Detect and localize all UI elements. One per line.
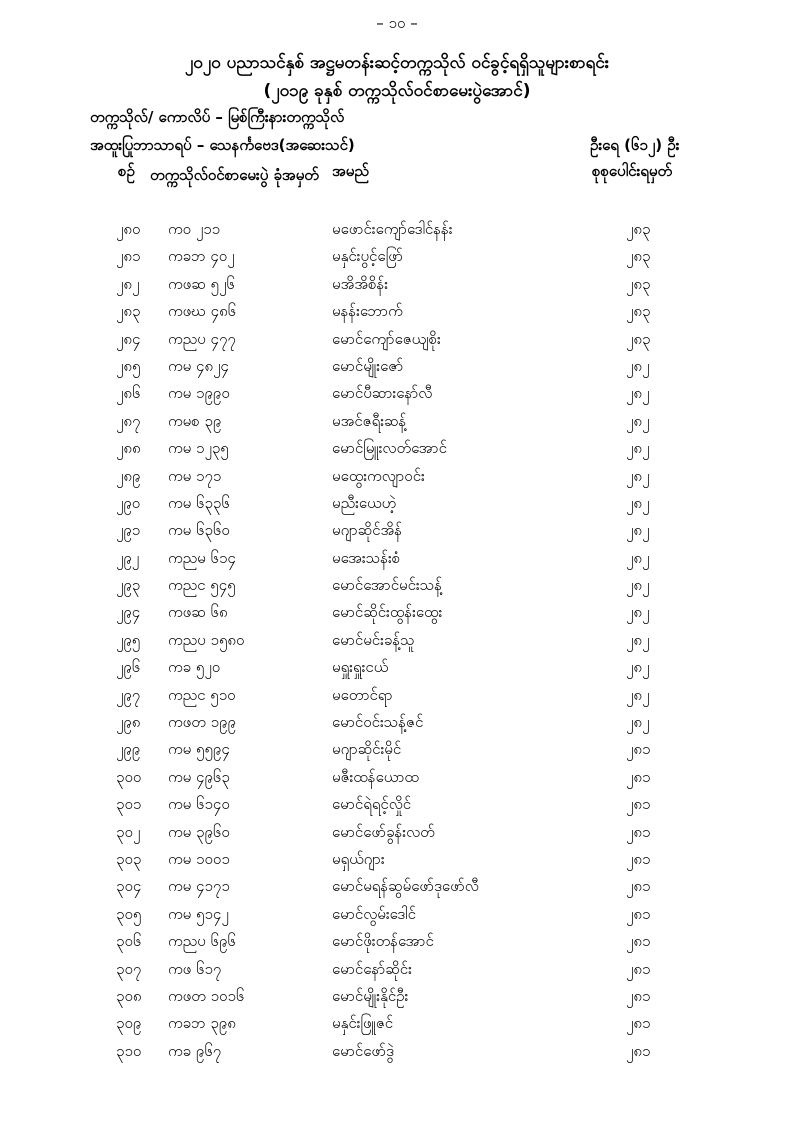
row-number: ၂၈၉ — [116, 466, 141, 485]
student-name: မအိအိစိန်း — [332, 274, 389, 293]
column-header-roll: တက္ကသိုလ်ဝင်စာမေးပွဲ ခုံအမှတ် — [150, 166, 319, 184]
table-row — [0, 958, 794, 985]
table-row — [0, 218, 794, 245]
student-name: မရှူးရှူးငယ် — [332, 658, 389, 677]
roll-number: ကညင ၅၁၀ — [168, 685, 236, 704]
row-number: ၂၉၄ — [116, 603, 141, 622]
column-header-no: စဉ် — [118, 162, 135, 180]
table-row — [0, 410, 794, 437]
student-name: မနှင်းပွင့်ဖြော် — [332, 247, 404, 266]
student-name: မောင်ပီဆားနော်လီ — [332, 384, 433, 403]
total-marks: ၂၈၁ — [626, 904, 651, 923]
roll-number: ကခဘ ၃၉၈ — [168, 1014, 236, 1033]
column-header-name: အမည် — [332, 162, 369, 180]
student-name: မောင်ဖော်ခွန်းလတ် — [332, 822, 435, 841]
row-number: ၂၉၁ — [116, 521, 141, 540]
total-marks: ၂၈၃ — [626, 329, 651, 348]
table-row — [0, 684, 794, 711]
roll-number: ကဖတ ၁၉၉ — [168, 713, 236, 732]
row-number: ၃၁၀ — [116, 1041, 142, 1060]
table-row — [0, 465, 794, 492]
results-list — [0, 218, 794, 1067]
total-marks: ၂၈၂ — [626, 548, 650, 567]
total-marks: ၂၈၁ — [626, 740, 651, 759]
student-name: မညီးယေဟဲ့ — [332, 493, 397, 512]
table-row — [0, 738, 794, 765]
roll-number: ကဖ ၆၁၇ — [168, 959, 222, 978]
table-row — [0, 1040, 794, 1067]
table-row — [0, 328, 794, 355]
roll-number: ကမ ၆၁၄၀ — [168, 795, 230, 814]
page-number: – ၁၀ – — [376, 14, 418, 32]
row-number: ၂၉၃ — [116, 576, 141, 595]
table-row — [0, 848, 794, 875]
row-number: ၂၈၆ — [116, 384, 141, 403]
student-name: မောင်မင်းခန့်သူ — [332, 630, 415, 649]
row-number: ၃၀၄ — [116, 877, 142, 896]
total-marks: ၂၈၁ — [626, 795, 651, 814]
row-number: ၂၈၈ — [116, 439, 141, 458]
roll-number: ကဖတ ၁၀၁၆ — [168, 986, 245, 1005]
table-row — [0, 656, 794, 683]
roll-number: ကမ ၁၉၉၀ — [168, 384, 230, 403]
table-row — [0, 519, 794, 546]
total-marks: ၂၈၂ — [626, 521, 650, 540]
student-name: မဇီးထန်ယောထ — [332, 767, 419, 786]
table-row — [0, 793, 794, 820]
subject-line: အထူးပြုဘာသာရပ် – သေနင်္ကဗေဒ(အဆေးသင်) — [90, 136, 355, 154]
student-name: မအေးသန်းစံ — [332, 548, 401, 567]
student-name: မနှင်းဖြူဇင် — [332, 1014, 394, 1033]
row-number: ၃၀၃ — [116, 849, 142, 868]
student-name: မအင်ဇရီးဆန့် — [332, 411, 407, 430]
roll-number: ကညပ ၄၇၇ — [168, 329, 236, 348]
university-line: တက္ကသိုလ်/ ကောလိပ် – မြစ်ကြီးနားတက္ကသိုလ် — [90, 108, 345, 126]
table-row — [0, 766, 794, 793]
total-marks: ၂၈၂ — [626, 439, 650, 458]
table-row — [0, 1012, 794, 1039]
total-marks: ၂၈၃ — [626, 302, 651, 321]
student-name: မောင်ဝင်းသန့်ဇင် — [332, 713, 424, 732]
row-number: ၂၈၄ — [116, 329, 141, 348]
row-number: ၃၀၅ — [116, 904, 142, 923]
student-name: မောင်မျိုးဇော် — [332, 356, 404, 375]
row-number: ၃၀၇ — [116, 959, 142, 978]
student-name: မောင်မျိုးနိုင်ဦး — [332, 986, 409, 1005]
row-number: ၂၈၇ — [116, 411, 141, 430]
roll-number: ကဖဆ ၅၂၆ — [168, 274, 235, 293]
table-row — [0, 300, 794, 327]
roll-number: ကခ ၉၆၇ — [168, 1041, 222, 1060]
row-number: ၃၀၁ — [116, 795, 142, 814]
roll-number: ကမ ၅၅၉၄ — [168, 740, 230, 759]
total-marks: ၂၈၁ — [626, 932, 651, 951]
table-row — [0, 930, 794, 957]
roll-number: ကမ ၄၉၆၃ — [168, 767, 230, 786]
total-marks: ၂၈၂ — [626, 658, 650, 677]
roll-number: ကမစ ၃၉ — [168, 411, 222, 430]
table-row — [0, 985, 794, 1012]
total-marks: ၂၈၁ — [626, 822, 651, 841]
row-number: ၂၈၀ — [116, 220, 141, 238]
total-marks: ၂၈၂ — [626, 685, 650, 704]
student-name: မောင်လွမ်းဒေါင် — [332, 904, 416, 923]
roll-number: ကညပ ၁၅၈၀ — [168, 630, 245, 649]
total-marks: ၂၈၁ — [626, 1014, 651, 1033]
roll-number: ကခ ၅၂၀ — [168, 658, 221, 677]
table-row — [0, 711, 794, 738]
total-marks: ၂၈၁ — [626, 959, 651, 978]
table-row — [0, 601, 794, 628]
roll-number: ကညမ ၆၁၄ — [168, 548, 236, 567]
student-name: မထွေးကလျာဝင်း — [332, 466, 425, 485]
table-row — [0, 382, 794, 409]
row-number: ၂၉၂ — [116, 548, 140, 567]
total-marks: ၂၈၃ — [626, 247, 651, 266]
row-number: ၃၀၆ — [116, 932, 142, 951]
total-marks: ၂၈၂ — [626, 630, 650, 649]
roll-number: ကဖဃ ၄၈၆ — [168, 302, 237, 321]
table-row — [0, 437, 794, 464]
student-name: မတောင်ရာ — [332, 685, 393, 704]
row-number: ၂၉၀ — [116, 493, 141, 512]
total-marks: ၂၈၂ — [626, 493, 650, 512]
total-marks: ၂၈၂ — [626, 466, 650, 485]
roll-number: ကမ ၃၉၆၀ — [168, 822, 230, 841]
total-marks: ၂၈၃ — [626, 220, 651, 238]
row-number: ၂၈၁ — [116, 247, 141, 266]
student-name: မဂျာဆိုင်းမိုင် — [332, 740, 402, 759]
document-title: ၂၀၂၀ ပညာသင်နှစ် အဋ္ဌမတန်းဆင့်တက္ကသိုလ် ဝင်ခွင့်ရရှိသူများစာရင်း — [184, 53, 610, 73]
row-number: ၂၉၈ — [116, 713, 141, 732]
total-marks: ၂၈၂ — [626, 411, 650, 430]
row-number: ၃၀၉ — [116, 1014, 142, 1033]
column-header-marks: စုစုပေါင်းရမှတ် — [592, 162, 673, 180]
roll-number: ကမ ၆၃၃၆ — [168, 493, 230, 512]
roll-number: ကမ ၄၁၇၁ — [168, 877, 230, 896]
row-number: ၂၉၅ — [116, 630, 141, 649]
document-subtitle: (၂၀၁၉ ခုနှစ် တက္ကသိုလ်ဝင်စာမေးပွဲအောင်) — [263, 81, 531, 101]
student-name: မောင်ဖိုးတန်အောင် — [332, 932, 434, 951]
row-number: ၂၉၇ — [116, 685, 141, 704]
roll-number: ကမ ၁၀၀၁ — [168, 849, 230, 868]
roll-number: ကမ ၁၇၁ — [168, 466, 222, 485]
total-marks: ၂၈၂ — [626, 713, 650, 732]
roll-number: ကမ ၆၃၆၀ — [168, 521, 230, 540]
table-row — [0, 492, 794, 519]
student-name: မနန်းဘောက် — [332, 302, 403, 321]
student-name: မောင်ဖော်ဒွဲ — [332, 1041, 394, 1060]
student-name: မဂျာဆိုင်အိန် — [332, 521, 403, 540]
row-number: ၂၉၉ — [116, 740, 141, 759]
row-number: ၂၈၂ — [116, 274, 140, 293]
total-marks: ၂၈၂ — [626, 384, 650, 403]
total-marks: ၂၈၁ — [626, 1041, 651, 1060]
roll-number: ကခဘ ၄၀၂ — [168, 247, 235, 266]
table-row — [0, 355, 794, 382]
roll-number: ကဝ ၂၁၁ — [168, 220, 221, 238]
student-name: မောင်မြူးလတ်အောင် — [332, 439, 447, 458]
total-marks: ၂၈၂ — [626, 576, 650, 595]
row-number: ၂၈၃ — [116, 302, 141, 321]
row-number: ၃၀၈ — [116, 986, 142, 1005]
total-marks: ၂၈၂ — [626, 356, 650, 375]
total-marks: ၂၈၃ — [626, 274, 651, 293]
table-row — [0, 875, 794, 902]
row-number: ၃၀၀ — [116, 767, 142, 786]
student-name: မောင်မရန်ဆွမ်ဖော်ဒုဖော်လီ — [332, 877, 479, 896]
total-marks: ၂၈၁ — [626, 986, 651, 1005]
table-row — [0, 903, 794, 930]
total-marks: ၂၈၁ — [626, 877, 651, 896]
table-row — [0, 629, 794, 656]
student-name: မောင်ကျော်ဇေယျစိုး — [332, 329, 441, 348]
student-name: မဖောင်းကျော်ဒေါင်နန်း — [332, 220, 453, 238]
table-row — [0, 547, 794, 574]
roll-number: ကဖဆ ၆၈ — [168, 603, 228, 622]
roll-number: ကညပ ၆၉၆ — [168, 932, 236, 951]
row-number: ၃၀၂ — [116, 822, 141, 841]
total-marks: ၂၈၂ — [626, 603, 650, 622]
row-number: ၂၈၅ — [116, 356, 141, 375]
student-name: မောင်အောင်မင်းသန့် — [332, 576, 442, 595]
table-row — [0, 821, 794, 848]
table-row — [0, 245, 794, 272]
student-name: မရှယ်ဂျား — [332, 849, 385, 868]
table-row — [0, 574, 794, 601]
roll-number: ကမ ၁၂၃၅ — [168, 439, 229, 458]
student-name: မောင်နော်ဆိုင်း — [332, 959, 412, 978]
table-row — [0, 273, 794, 300]
total-marks: ၂၈၁ — [626, 849, 651, 868]
total-marks: ၂၈၁ — [626, 767, 651, 786]
row-number: ၂၉၆ — [116, 658, 141, 677]
total-count: ဦးရေ (၆၁၂) ဦး — [590, 136, 680, 154]
roll-number: ကမ ၅၁၄၂ — [168, 904, 229, 923]
roll-number: ကညင ၅၄၅ — [168, 576, 236, 595]
roll-number: ကမ ၄၈၂၄ — [168, 356, 229, 375]
student-name: မောင်ဆိုင်းထွန်းထွေး — [332, 603, 443, 622]
student-name: မောင်ရဲရင့်လှိုင် — [332, 795, 412, 814]
